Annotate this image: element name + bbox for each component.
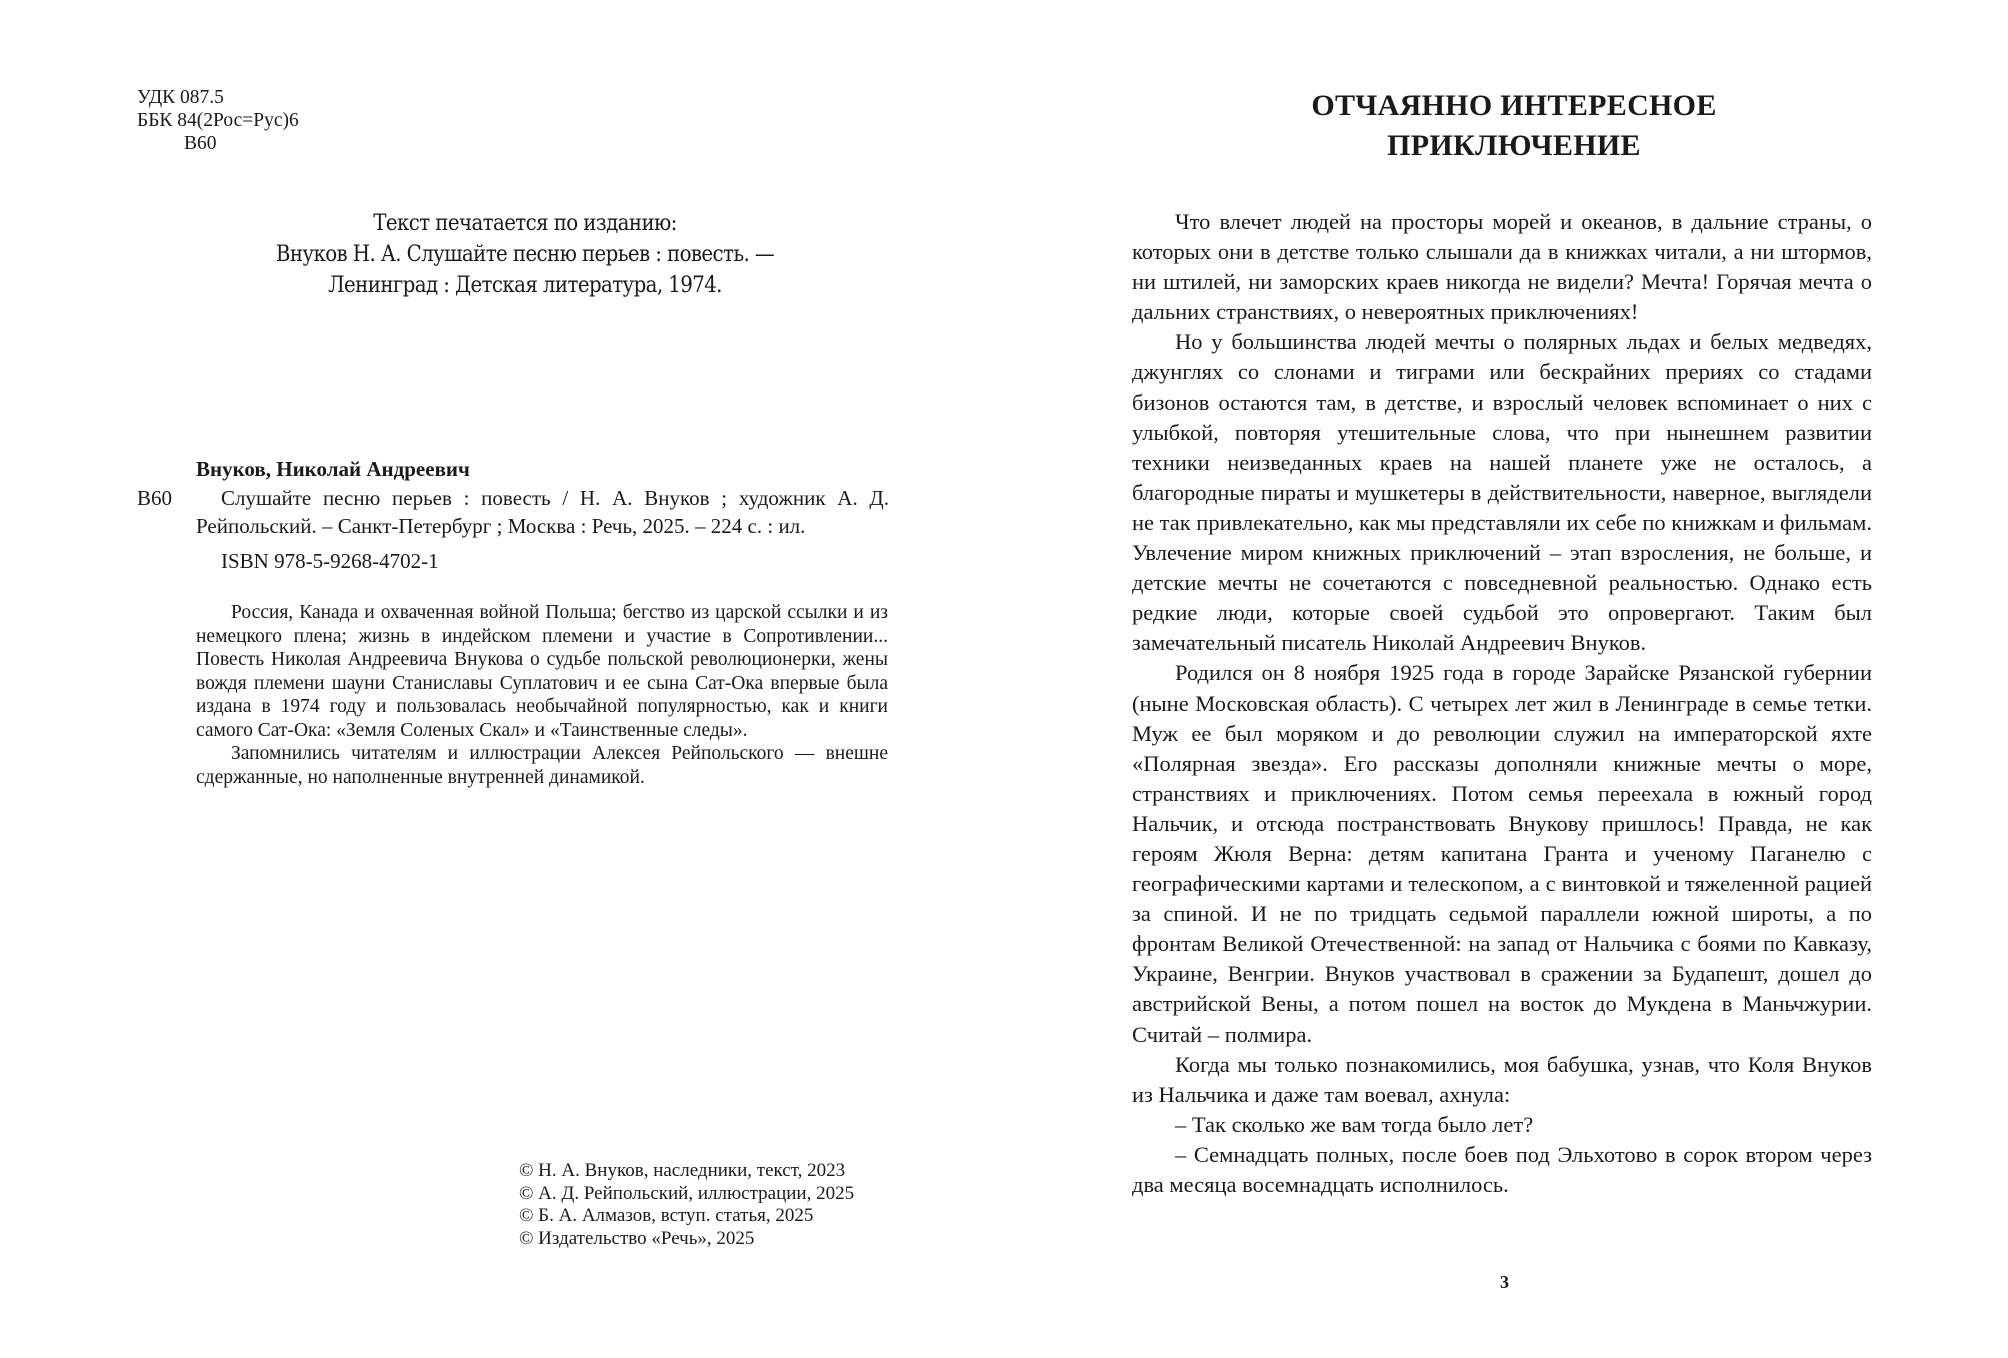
catalog-author: Внуков, Николай Андреевич [196,457,470,481]
catalog-entry [137,484,889,541]
chapter-body [1132,207,1872,1200]
catalog-card [137,455,889,575]
chapter-title-line: ОТЧАЯННО ИНТЕРЕСНОЕ [1311,89,1717,122]
body-paragraph: Родился он 8 ноября 1925 года в городе Зарайске Рязанской губернии (ныне Московская область). С четырех лет жил в Ленинграде в семье тетки. Муж ее был моряком и до революции служил на императорской яхте «Полярная звезда». Его рассказы дополняли книжные мечты о море, странствиях и приключениях. Потом семья переехала в южный город Нальчик, и отсюда постранствовать Внукову пришлось! Правда, не как героям Жюля Верна: детям капитана Гранта и ученому Паганелю с географическими картами и телескопом, а с винтовкой и тяжеленной рацией за спиной. И не по тридцать седьмой параллели южной широты, а по фронтам Великой Отечественной: на запад от Нальчика с боями по Кавказу, Украине, Венгрии. Внуков участвовал в сражении за Будапешт, дошел до австрийской Вены, а потом пошел на восток до Мукдена в Маньчжурии. Считай – полмира. [1132,660,1872,1047]
isbn: ISBN 978-5-9268-4702-1 [221,548,439,573]
bbk-code: ББК 84(2Рос=Рус)6 [137,110,299,131]
dialogue-line: – Так сколько же вам тогда было лет? [1175,1111,1534,1137]
udk-code: УДК 087.5 [137,87,224,108]
dialogue-line: – Семнадцать полных, после боев под Эльхотово в сорок втором через два месяца восемнадцать исполнилось. [1132,1141,1872,1197]
copyright-block [519,1160,854,1250]
annotation-paragraph: Запомнились читателям и иллюстрации Алексея Рейпольского — внешне сдержанные, но наполненные внутренней динамикой. [196,743,888,788]
catalog-code: В60 [137,485,173,510]
body-paragraph: Что влечет людей на просторы морей и океанов, в дальние страны, о которых они в детстве только слышали да в книжках читали, а ни штормов, ни штилей, ни заморских краев никогда не видели? Мечта! Горячая мечта о дальних странствиях, о невероятных приключениях! [1132,209,1872,325]
author-mark: В60 [184,133,217,154]
chapter-title-line: ПРИКЛЮЧЕНИЕ [1387,129,1641,162]
classification-block [137,86,299,155]
source-edition [200,208,850,301]
body-paragraph: Но у большинства людей мечты о полярных льдах и белых медведях, джунглях со слонами и тиграми или бескрайних прериях со стадами бизонов остаются там, в детстве, и взрослый человек вспоминает о них с улыбкой, повторяя утешительные слова, что при нынешнем развитии техники неизведанных краев на нашей планете уже не осталось, а благородные пираты и мушкетеры в действительности, наверное, выглядели не так привлекательно, как мы представляли их себе по книжкам и фильмам. Увлечение миром книжных приключений – этап взросления, не больше, и детские мечты не сочетаются с повседневной реальностью. Однако есть редкие люди, которые своей судьбой это опровергают. Таким был замечательный писатель Николай Андреевич Внуков. [1132,329,1872,656]
copyright-line: © Издательство «Речь», 2025 [519,1227,755,1249]
source-line: Ленинград : Детская литература, 1974. [328,273,722,298]
copyright-line: © А. Д. Рейпольский, иллюстрации, 2025 [519,1182,855,1204]
page-number: 3 [1500,1272,1509,1292]
copyright-line: © Б. А. Алмазов, вступ. статья, 2025 [519,1205,814,1226]
annotation-paragraph: Россия, Канада и охваченная войной Польша; бегство из царской ссылки и из немецкого плена; жизнь в индейском племени и участие в Сопротивлении... Повесть Николая Андреевича Внукова о судьбе польской революционерки, жены вождя племени шауни Станиславы Суплатович и ее сына Сат-Ока впервые была издана в 1974 году и пользовалась необычайной популярностью, как и книги самого Сат-Ока: «Земля Соленых Скал» и «Таинственные следы». [196,602,888,741]
body-paragraph: Когда мы только познакомились, моя бабушка, узнав, что Коля Внуков из Нальчика и даже там воевал, ахнула: [1132,1051,1872,1107]
catalog-entry-text: Слушайте песню перьев : повесть / Н. А. Внуков ; художник А. Д. Рейпольский. – Санкт-Петербург ; Москва : Речь, 2025. – 224 с. : ил. [196,485,889,538]
source-line: Текст печатается по изданию: [373,211,677,236]
source-line: Внуков Н. А. Слушайте песню перьев : повесть. — [275,242,775,267]
copyright-line: © Н. А. Внуков, наследники, текст, 2023 [519,1160,846,1181]
annotation [196,601,888,789]
